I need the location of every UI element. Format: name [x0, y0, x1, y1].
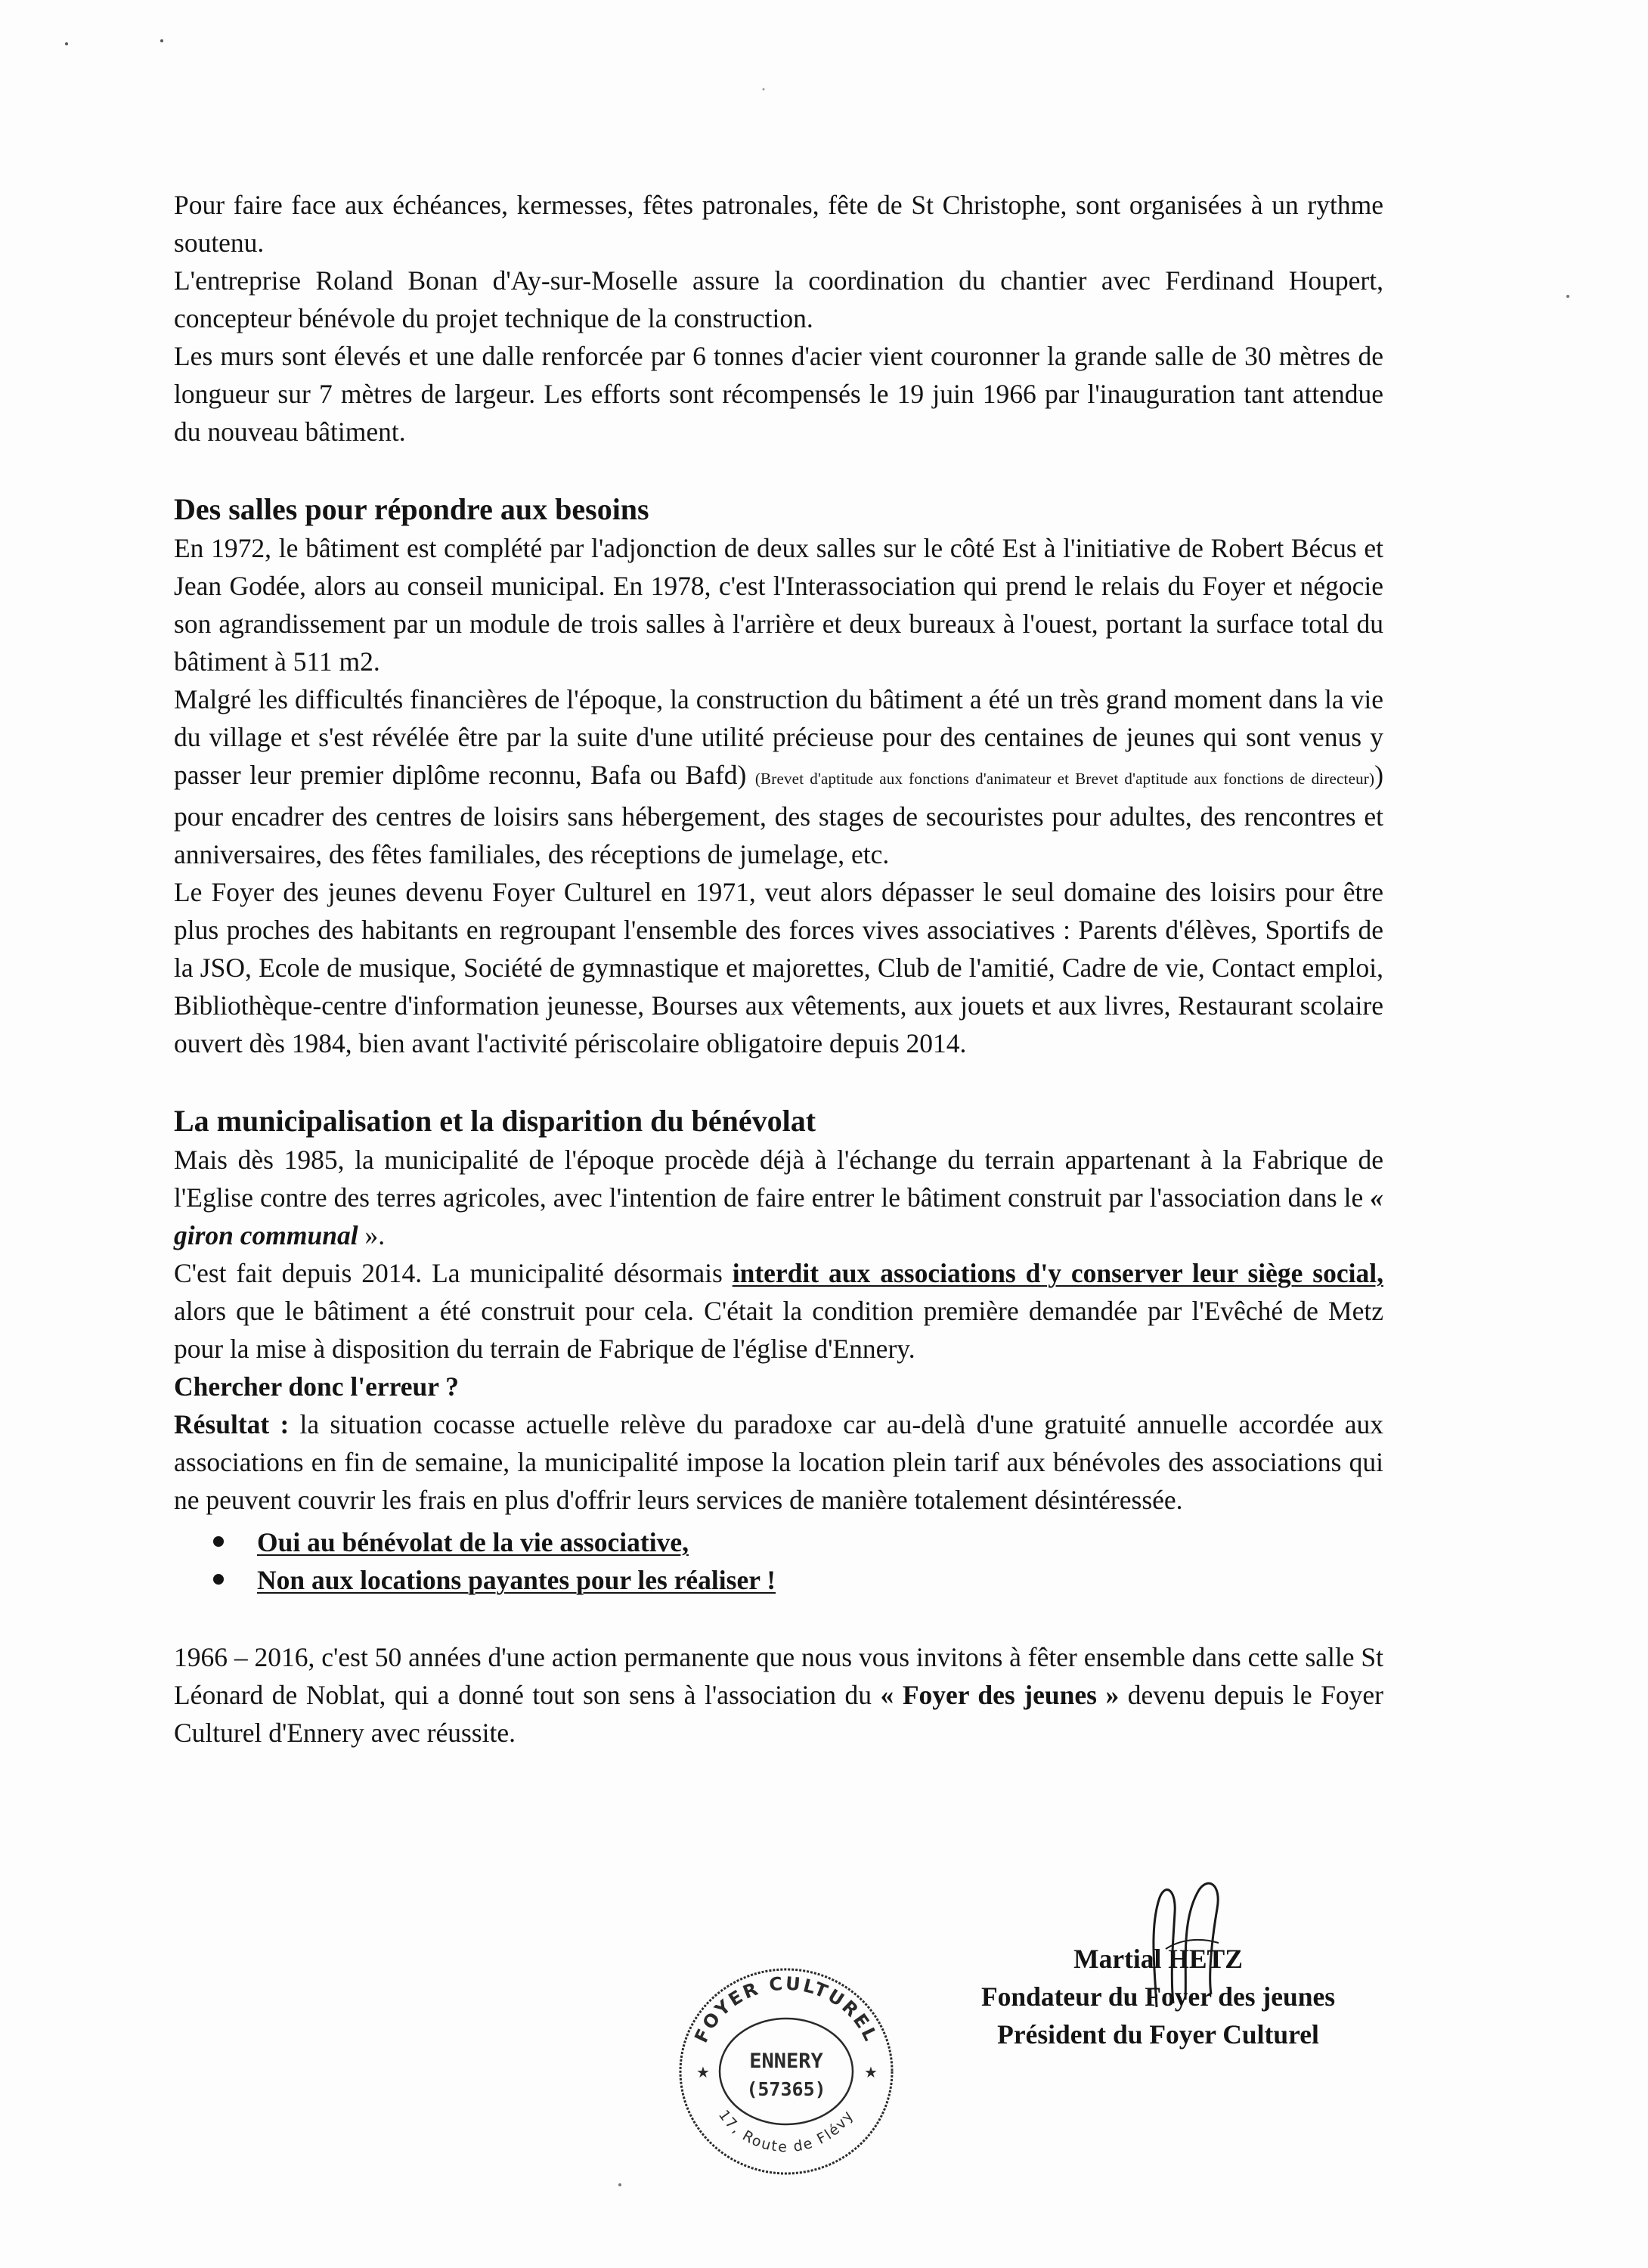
stamp-center-code: (57365): [746, 2078, 826, 2100]
bullet-text: Non aux locations payantes pour les réaliser !: [257, 1565, 776, 1595]
closing-text: 1966 – 2016, c'est 50 années d'une action permanente que nous vous invitons à fêter ensemble dans cette salle St Léonard de Noblat, qui a donné tout son sens à l'association du: [174, 1642, 1383, 1710]
svg-text:FOYER CULTUREL: [690, 1973, 881, 2046]
bullet-dot-icon: [213, 1574, 224, 1585]
section2-paragraph-2: [174, 1254, 1383, 1368]
result-text: la situation cocasse actuelle relève du paradoxe car au-delà d'une gratuité annuelle accordée aux associations en fin de semaine, la municipalité impose la location plein tarif aux bénévoles des associations qui ne peuvent couvrir les frais en plus d'offrir leurs services de manière totalement désintéressée.: [174, 1409, 1384, 1515]
signatory-name: Martial HETZ: [1073, 1944, 1243, 1974]
question-text: Chercher donc l'erreur ?: [174, 1371, 459, 1402]
section-heading-salles: Des salles pour répondre aux besoins: [174, 492, 649, 526]
bullet-item-non: [213, 1561, 1383, 1599]
question-line: [174, 1368, 1383, 1405]
result-label: Résultat :: [174, 1409, 290, 1439]
section1-paragraph-1: En 1972, le bâtiment est complété par l'adjonction de deux salles sur le côté Est à l'initiative de Robert Bécus et Jean Godée, alors au conseil municipal. En 1978, c'est l'Interassociation qui prend le relais du Foyer et négocie son agrandissement par un module de trois salles à l'arrière et deux bureaux à l'ouest, portant la surface total du bâtiment à 511 m2.: [174, 533, 1383, 677]
siege-social-emphasis: interdit aux associations d'y conserver leur siège social,: [732, 1258, 1383, 1288]
stamp-star-icon: ★: [864, 2063, 878, 2081]
intro-paragraph-3: Les murs sont élevés et une dalle renforcée par 6 tonnes d'acier vient couronner la grande salle de 30 mètres de longueur sur 7 mètres de largeur. Les efforts sont récompensés le 19 juin 1966 par l'inauguration tant attendue du nouveau bâtiment.: [174, 341, 1383, 447]
giron-communal-emphasis: « giron communal: [174, 1182, 1383, 1250]
section1-p2-end: ) pour encadrer des centres de loisirs sans hébergement, des stages de secouristes pour adultes, des rencontres et anniversaires, des fêtes familiales, des réceptions de jumelage, etc.: [174, 760, 1384, 869]
section1-paragraph-2: [174, 680, 1383, 873]
association-stamp: [669, 1958, 903, 2185]
section2-p1-end: ».: [358, 1220, 386, 1250]
stamp-star-icon: ★: [696, 2063, 710, 2081]
foyer-des-jeunes-emphasis: « Foyer des jeunes »: [880, 1680, 1120, 1710]
bullet-list: [174, 1523, 1383, 1599]
section1-p2-text: Malgré les difficultés financières de l'époque, la construction du bâtiment a été un très grand moment dans la vie du village et s'est révélée être par la suite d'une utilité précieuse pour des centaines de jeunes qui sont venus y passer leur premier diplôme reconnu, Bafa ou Bafd): [174, 684, 1383, 790]
stamp-arc-bottom: 17, Route de Flévy: [714, 2106, 858, 2156]
section1-paragraph-3: Le Foyer des jeunes devenu Foyer Culturel en 1971, veut alors dépasser le seul domaine des loisirs pour être plus proches des habitants en regroupant l'ensemble des forces vives associatives : Parents d'élèves, Sportifs de la JSO, Ecole de musique, Société de gymnastique et majorettes, Club de l'amitié, Cadre de vie, Contact emploi, Bibliothèque-centre d'information jeunesse, Bourses aux vêtements, aux jouets et aux livres, Restaurant scolaire ouvert dès 1984, bien avant l'activité périscolaire obligatoire depuis 2014.: [174, 877, 1383, 1058]
bullet-dot-icon: [213, 1536, 224, 1547]
stamp-arc-top: FOYER CULTUREL: [690, 1972, 882, 2046]
section-heading-municipalisation: La municipalisation et la disparition du bénévolat: [174, 1104, 816, 1138]
bullet-item-oui: [213, 1523, 1383, 1561]
intro-paragraph-1: Pour faire face aux échéances, kermesses, fêtes patronales, fête de St Christophe, sont organisées à un rythme soutenu.: [174, 190, 1383, 258]
brevet-note: (Brevet d'aptitude aux fonctions d'animateur et Brevet d'aptitude aux fonctions de directeur): [754, 770, 1375, 788]
section2-paragraph-1: [174, 1141, 1383, 1254]
section2-p2-end: alors que le bâtiment a été construit pour cela. C'était la condition première demandée par l'Evêché de Metz pour la mise à disposition du terrain de Fabrique de l'église d'Ennery.: [174, 1296, 1383, 1364]
closing-paragraph: [174, 1638, 1383, 1752]
section2-p2-text: C'est fait depuis 2014. La municipalité désormais: [174, 1258, 733, 1288]
result-paragraph: [174, 1405, 1383, 1519]
signature-block: [924, 1940, 1392, 2053]
document-body: [174, 186, 1383, 1752]
closing-text-end: devenu depuis le Foyer Culturel d'Ennery avec réussite.: [174, 1680, 1383, 1748]
signatory-title-1: Fondateur du Foyer des jeunes: [980, 1981, 1336, 2012]
svg-text:17, Route de Flévy: [715, 2107, 857, 2155]
bullet-text: Oui au bénévolat de la vie associative,: [257, 1527, 689, 1557]
section2-p1-text: Mais dès 1985, la municipalité de l'époque procède déjà à l'échange du terrain appartenant à la Fabrique de l'Eglise contre des terres agricoles, avec l'intention de faire entrer le bâtiment construit par l'association dans le: [174, 1145, 1383, 1213]
stamp-center-name: ENNERY: [749, 2050, 823, 2073]
intro-paragraph-2: L'entreprise Roland Bonan d'Ay-sur-Moselle assure la coordination du chantier avec Ferdinand Houpert, concepteur bénévole du projet technique de la construction.: [174, 265, 1383, 333]
signatory-title-2: Président du Foyer Culturel: [997, 2019, 1319, 2050]
